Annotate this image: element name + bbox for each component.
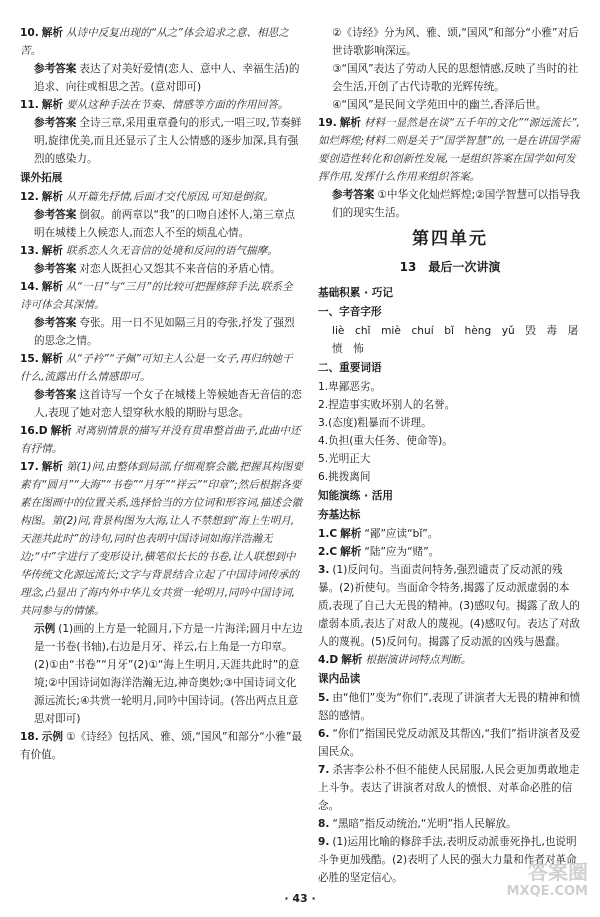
answer-line: 3.(态度)粗暴而不讲理。 (318, 417, 432, 429)
section-heading: 课外拓展 (20, 172, 63, 184)
subsection-heading: 基础积累 · 巧记 (318, 287, 393, 299)
page-number: · 43 · (284, 892, 316, 905)
watermark-line1: 答案圈 (528, 860, 588, 884)
answer-text: 对离别情景的描写并没有贯串整首曲子,此曲中还有抒情。 (20, 425, 301, 455)
answer-entry (20, 206, 303, 242)
question-number: 10. (20, 27, 39, 39)
answer-text: 对恋人既担心又怨其不来音信的矛盾心情。 (79, 263, 281, 275)
answer-text: 表达了对美好爱情(恋人、意中人、幸福生活)的追求、向往或相思之苦。(意对即可) (34, 63, 300, 93)
question-number: 18. (20, 731, 39, 743)
answer-entry (20, 60, 303, 96)
section-heading: 夯基达标 (318, 509, 361, 521)
answer-label: 参考答案 (34, 209, 77, 221)
answer-line: ④“国风”是民间文学苑田中的幽兰,香泽后世。 (332, 99, 547, 111)
answer-line: 1.卑鄙恶劣。 (318, 381, 382, 393)
answer-entry (20, 278, 303, 314)
question-number: 19. (318, 117, 337, 129)
section-heading: 一、字音字形 (318, 306, 382, 318)
answer-text: 这首诗写一个女子在城楼上等候她杳无音信的恋人,表现了她对恋人望穿秋水般的期盼与思念。 (34, 389, 302, 419)
answer-entry (20, 24, 303, 60)
answer-text: “黑暗”指反动统治,“光明”指人民解放。 (332, 818, 517, 830)
answer-line: ③“国风”表达了劳动人民的思想情感,反映了当时的社会生活,开创了古代诗歌的光辉传统。 (332, 63, 579, 93)
answer-entry (20, 260, 303, 278)
answer-entry (318, 815, 582, 833)
pinyin-line: liè chǐ miè chuí bǐ hèng yǔ 毁 毒 屠 愤 怖 (332, 325, 589, 355)
answer-text: “陆”应为“赌”。 (364, 546, 440, 558)
answer-entry (20, 728, 303, 764)
answer-text: 第(1)问,由整体到局部,仔细观察会徽,把握其构图要素有“圆月”“大海”“书卷”“月牙”“祥云”“印章”;然后根据各要素在图画中的位置关系,选择恰当的方位词和形容词,描述会徽构图。第(2)问,背景构图为大海,让人不禁想到“海上生明月,天涯共此时”的诗句,同时也表明中国诗词如海洋浩瀚无边;“中”字进行了变形设计,横笔似长长的书卷,让人联想到中华传统文化源远流长;文字与背景结合立起了中国诗词传承的理念,凸显出了海内外中华儿女共赏一轮明月,同吟中国诗词,共同参与的情愫。 (20, 461, 303, 617)
answer-entry (318, 651, 582, 669)
question-number: 11. (20, 99, 39, 111)
left-column (20, 24, 303, 764)
answer-entry (20, 188, 303, 206)
answer-entry (318, 689, 582, 725)
answer-text: 从诗中反复出现的“从之”体会追求之意、相思之苦。 (20, 27, 289, 57)
answer-text: 从“一日”与“三月”的比较可把握修辞手法,联系全诗可体会其深情。 (20, 281, 293, 311)
subsection-heading: 知能演练 · 活用 (318, 490, 393, 502)
answer-line: 6.挑拨离间 (318, 471, 371, 483)
answer-label: 参考答案 (332, 189, 375, 201)
section-heading: 课内品读 (318, 673, 361, 685)
answer-text: 倒叙。前两章以“我”的口吻自述怀人,第三章点明在城楼上久候恋人,而恋人不至的烦乱心情。 (34, 209, 295, 239)
answer-text: ①中华文化灿烂辉煌;②国学智慧可以指导我们的现实生活。 (332, 189, 581, 219)
answer-text: ①《诗经》包括风、雅、颂,“国风”和部分“小雅”最有价值。 (20, 731, 303, 761)
section-heading: 二、重要词语 (318, 362, 382, 374)
answer-text: 联系恋人久无音信的处境和反问的语气揣摩。 (65, 245, 278, 257)
unit-title: 第四单元 (412, 229, 488, 249)
lesson-title: 13 最后一次讲演 (399, 260, 501, 274)
question-number: 17. (20, 461, 39, 473)
answer-label: 解析 (41, 245, 63, 257)
answer-entry (20, 422, 303, 458)
answer-label: 解析 (340, 546, 362, 558)
answer-text: 根据演讲词特点判断。 (365, 654, 472, 666)
answer-entry (20, 242, 303, 260)
answer-label: 参考答案 (34, 317, 77, 329)
watermark-line2: MXQE.COM (506, 884, 588, 899)
question-number: 14. (20, 281, 39, 293)
answer-label: 参考答案 (34, 63, 77, 75)
answer-text: 要从这种手法在节奏、情感等方面的作用回答。 (65, 99, 289, 111)
answer-label: 解析 (41, 281, 63, 293)
question-number: 2.C (318, 546, 338, 558)
question-number: 9. (318, 836, 330, 848)
question-number: 8. (318, 818, 330, 830)
answer-label: 解析 (339, 117, 361, 129)
answer-entry (318, 761, 582, 815)
answer-label: 参考答案 (34, 263, 77, 275)
answer-label: 解析 (41, 461, 63, 473)
answer-text: 杀害李公朴不但不能使人民屈服,人民会更加勇敢地走上斗争。表达了讲演者对敌人的愤恨、对革命必胜的信念。 (318, 764, 580, 812)
answer-text: “你们”指国民党反动派及其帮凶,“我们”指讲演者及爱国民众。 (318, 728, 581, 758)
answer-line: 2.捏造事实败坏别人的名誉。 (318, 399, 456, 411)
answer-text: 材料一显然是在谈“五千年的文化”“源远流长”,如烂辉煌;材料二则是关于“国学智慧”的,一是在讲国学需要创造性转化和创新性发展,一是组织答案在国学如何发挥作用,发挥什么作用来组织答案。 (318, 117, 580, 183)
answer-entry (20, 386, 303, 422)
answer-text: (1)运用比喻的修辞手法,表明反动派垂死挣扎,也说明斗争更加残酷。(2)表明了人民的强大力量和作者对革命必胜的坚定信心。 (318, 836, 577, 884)
question-number: 12. (20, 191, 39, 203)
answer-line: 4.负担(重大任务、使命等)。 (318, 435, 453, 447)
watermark-logo (458, 862, 588, 908)
answer-entry (20, 620, 303, 728)
answer-line: 5.光明正大 (318, 453, 371, 465)
answer-label: 示例 (41, 731, 63, 743)
question-number: 15. (20, 353, 39, 365)
answer-label: 解析 (41, 353, 63, 365)
answer-label: 示例 (34, 623, 56, 635)
question-number: 4.D (318, 654, 339, 666)
answer-entry (318, 543, 582, 561)
answer-entry (318, 114, 582, 186)
answer-label: 解析 (50, 425, 72, 437)
answer-label: 解析 (41, 27, 63, 39)
answer-text: 夸张。用一日不见如隔三月的夸张,抒发了强烈的思念之情。 (34, 317, 295, 347)
answer-line: ②《诗经》分为风、雅、颂,“国风”和部分“小雅”对后世诗歌影响深远。 (332, 27, 579, 57)
question-number: 3. (318, 564, 330, 576)
question-number: 1.C (318, 528, 338, 540)
answer-text: 由“他们”变为“你们”,表现了讲演者大无畏的精神和愤怒的感情。 (318, 692, 581, 722)
answer-text: (1)画的上方是一轮圆月,下方是一片海洋;圆月中左边是一书卷(书轴),右边是月牙、祥云,右上角是一方印章。(2)①由“书卷”“月牙”(2)①“海上生明月,天涯共此时”的意境;②中国诗词如海洋浩瀚无边,神奇奥妙;③中国诗词文化源远流长;④共赏一轮明月,同吟中国诗词。(答出两点且意思对即可) (34, 623, 303, 725)
answer-label: 参考答案 (34, 389, 77, 401)
answer-entry (318, 525, 582, 543)
answer-entry (318, 725, 582, 761)
answer-label: 解析 (340, 528, 362, 540)
answer-entry (20, 96, 303, 114)
answer-text: 从“子衿”“子佩”可知主人公是一女子,再归纳她干什么,流露出什么情感即可。 (20, 353, 293, 383)
answer-entry (20, 458, 303, 620)
question-number: 16.D (20, 425, 48, 437)
question-number: 13. (20, 245, 39, 257)
answer-text: 从开篇先抒情,后面才交代原因,可知是倒叙。 (65, 191, 274, 203)
answer-entry (318, 561, 582, 651)
question-number: 7. (318, 764, 330, 776)
question-number: 5. (318, 692, 330, 704)
answer-label: 解析 (341, 654, 363, 666)
answer-entry (20, 114, 303, 168)
answer-entry (20, 314, 303, 350)
answer-text: “鄙”应读“bǐ”。 (364, 528, 439, 540)
answer-text: 全诗三章,采用重章叠句的形式,一唱三叹,节奏鲜明,旋律优美,而且还显示了主人公情感的逐步加深,具有强烈的感染力。 (34, 117, 302, 165)
answer-label: 参考答案 (34, 117, 77, 129)
answer-label: 解析 (41, 191, 63, 203)
right-column (318, 24, 589, 887)
answer-entry (20, 350, 303, 386)
answer-text: (1)反问句。当面责问特务,强烈谴责了反动派的残暴。(2)祈使句。当面命令特务,揭露了反动派虚弱的本质,表现了自己大无畏的精神。(3)感叹句。揭露了敌人的虚弱本质,表达了对敌人的蔑视。(4)感叹句。表达了对敌人的蔑视。(5)反问句。揭露了反动派的凶残与愚蠢。 (318, 564, 581, 648)
answer-entry (318, 186, 582, 222)
answer-label: 解析 (41, 99, 63, 111)
question-number: 6. (318, 728, 330, 740)
